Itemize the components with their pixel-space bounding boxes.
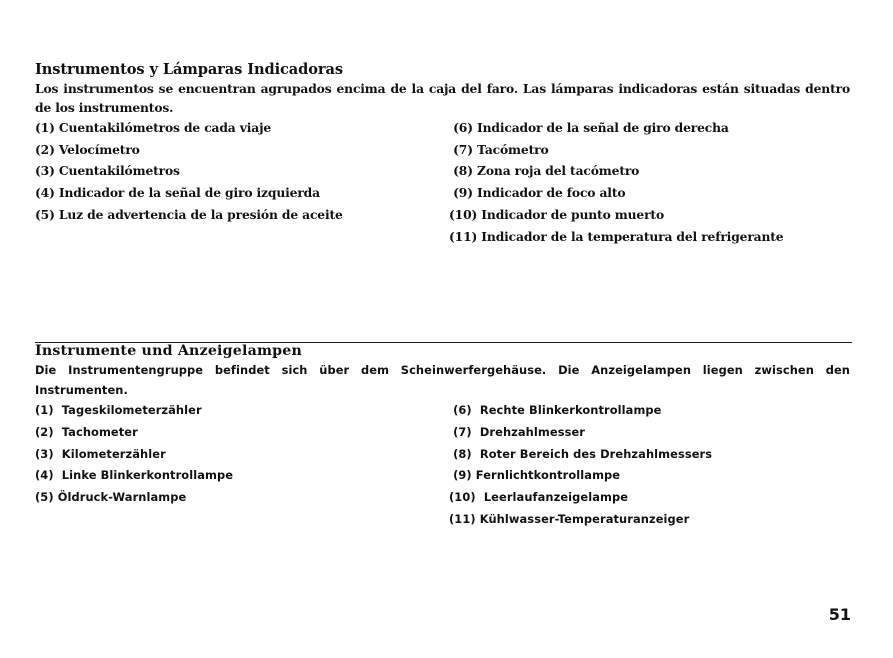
list-item xyxy=(35,139,343,161)
item-label: Rechte Blinkerkontrollampe xyxy=(479,403,662,417)
item-label: Tachometer xyxy=(61,424,138,439)
list-item xyxy=(449,226,783,248)
list-item xyxy=(449,139,783,161)
item-number: (8) xyxy=(453,446,472,461)
item-label: Indicador de la señal de giro izquierda xyxy=(58,185,320,201)
item-label: Tageskilometerzähler xyxy=(61,403,202,417)
german-list-right xyxy=(449,400,712,531)
spanish-intro: Los instrumentos se encuentran agrupados encima de la caja del faro. Las lámparas indicadoras están situadas dentro de los instrumentos. xyxy=(35,81,850,115)
list-item xyxy=(449,204,783,226)
item-number: (5) xyxy=(35,490,54,505)
item-label: Öldruck-Warnlampe xyxy=(57,490,187,505)
item-label: Cuentakilómetros xyxy=(58,163,180,179)
item-number: (2) xyxy=(35,424,54,439)
german-section xyxy=(35,342,850,530)
item-number: (8) xyxy=(453,163,473,179)
item-number: (6) xyxy=(453,120,473,135)
list-item xyxy=(449,117,783,139)
list-item xyxy=(449,509,712,531)
item-number: (7) xyxy=(453,424,472,439)
item-label: Velocímetro xyxy=(58,141,140,157)
item-number: (7) xyxy=(453,141,473,157)
item-number: (4) xyxy=(35,468,54,483)
item-label: Linke Blinkerkontrollampe xyxy=(61,468,234,483)
item-number: (2) xyxy=(35,141,55,157)
item-number: (6) xyxy=(453,403,472,417)
list-item xyxy=(35,117,343,139)
list-item xyxy=(35,160,343,182)
german-intro: Die Instrumentengruppe befindet sich über dem Scheinwerfergehäuse. Die Anzeigelampen liegen zwischen den Instrumenten. xyxy=(35,363,850,397)
item-number: (11) xyxy=(449,228,478,244)
item-label: Cuentakilómetros de cada viaje xyxy=(58,120,272,135)
list-item xyxy=(35,400,233,422)
list-item xyxy=(449,465,712,487)
item-label: Indicador de foco alto xyxy=(477,185,626,201)
item-number: (11) xyxy=(449,511,476,526)
item-label: Leerlaufanzeigelampe xyxy=(483,490,629,505)
item-label: Roter Bereich des Drehzahlmessers xyxy=(479,446,713,461)
list-item xyxy=(449,400,712,422)
list-item xyxy=(449,444,712,466)
spanish-heading: Instrumentos y Lámparas Indicadoras xyxy=(35,61,343,78)
item-number: (10) xyxy=(449,490,476,505)
item-label: Indicador de punto muerto xyxy=(481,206,665,222)
item-number: (10) xyxy=(449,206,478,222)
spanish-list-right xyxy=(449,117,783,247)
item-label: Kilometerzähler xyxy=(61,446,166,461)
item-label: Kühlwasser-Temperaturanzeiger xyxy=(479,511,690,526)
spanish-item-columns xyxy=(35,117,850,247)
spanish-section xyxy=(35,61,850,247)
item-number: (1) xyxy=(35,403,54,417)
item-label: Indicador de la señal de giro derecha xyxy=(477,120,729,135)
item-label: Fernlichtkontrollampe xyxy=(475,468,621,483)
german-list-left xyxy=(35,400,233,509)
list-item xyxy=(449,160,783,182)
item-number: (3) xyxy=(35,446,54,461)
list-item xyxy=(35,204,343,226)
item-label: Indicador de la temperatura del refrigerante xyxy=(481,228,784,244)
list-item xyxy=(449,487,712,509)
item-number: (9) xyxy=(453,185,473,201)
list-item xyxy=(35,182,343,204)
item-number: (3) xyxy=(35,163,55,179)
german-heading: Instrumente und Anzeigelampen xyxy=(35,343,303,359)
list-item xyxy=(35,444,233,466)
german-item-columns xyxy=(35,400,850,530)
item-number: (1) xyxy=(35,120,55,135)
list-item xyxy=(35,422,233,444)
item-label: Zona roja del tacómetro xyxy=(477,163,640,179)
page-number: 51 xyxy=(828,605,851,624)
list-item xyxy=(449,182,783,204)
list-item xyxy=(35,465,233,487)
item-number: (9) xyxy=(453,468,472,483)
item-label: Tacómetro xyxy=(477,141,549,157)
item-label: Luz de advertencia de la presión de aceite xyxy=(58,206,343,222)
item-number: (5) xyxy=(35,206,55,222)
list-item xyxy=(449,422,712,444)
spanish-list-left xyxy=(35,117,343,226)
item-number: (4) xyxy=(35,185,55,201)
item-label: Drehzahlmesser xyxy=(479,424,585,439)
list-item xyxy=(35,487,233,509)
